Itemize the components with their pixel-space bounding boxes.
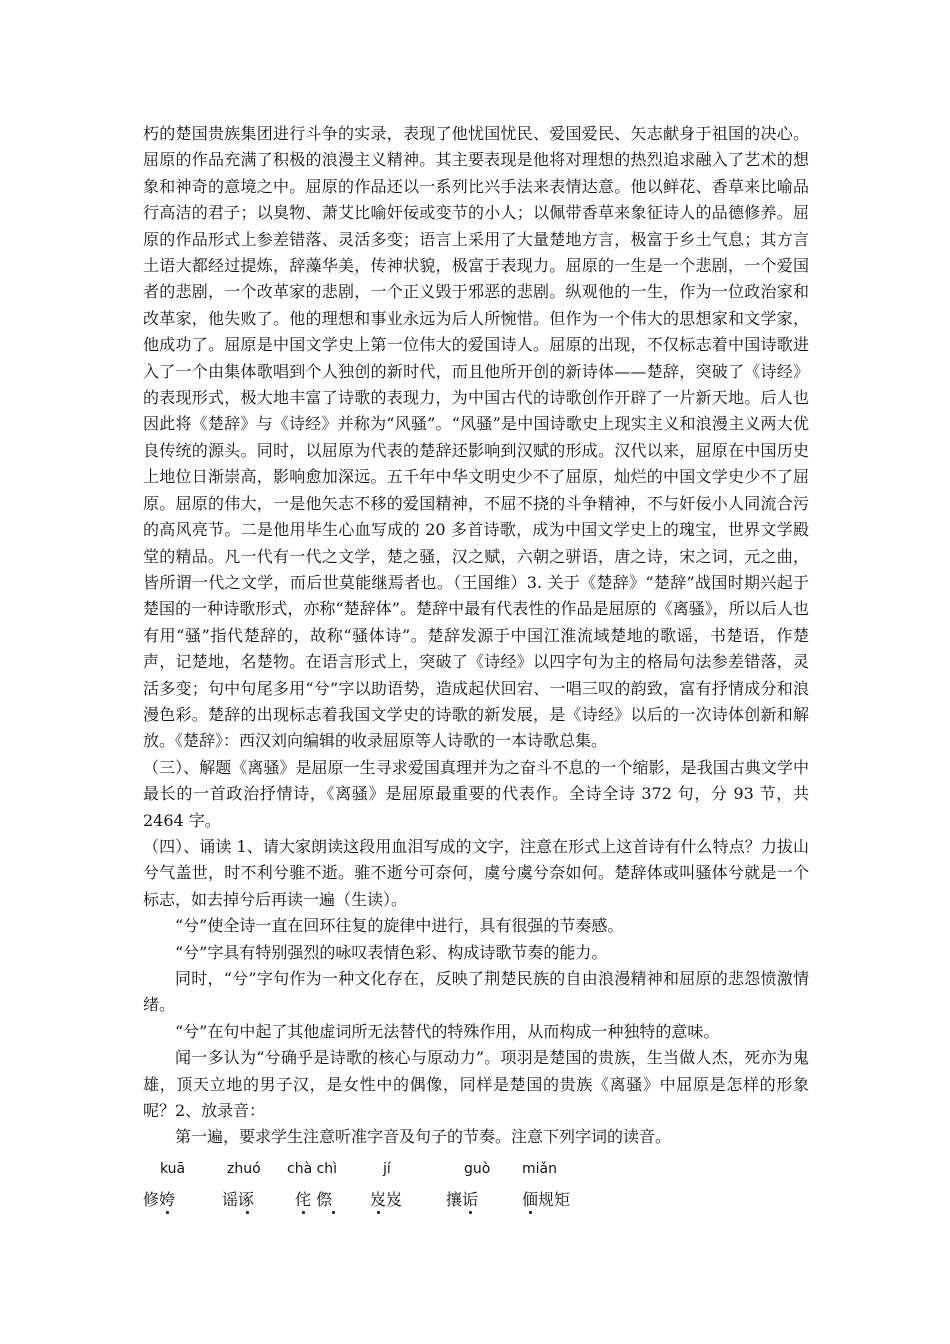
body-text — [143, 121, 809, 1151]
pinyin-1: kuā — [160, 1161, 186, 1177]
pinyin-row — [143, 1161, 809, 1183]
pinyin-6: miǎn — [522, 1161, 557, 1177]
paragraph-section-4-reading: （四）、诵读 1、请大家朗读这段用血泪写成的文字，注意在形式上这首诗有什么特点？力拔山兮气盖世，时不利兮骓不逝。骓不逝兮可奈何，虞兮虞兮奈如何。楚辞体或叫骚体兮就是一个标志，如去掉兮后再读一遍（生读）。 — [143, 836, 809, 909]
emphasis-dot — [166, 1211, 169, 1214]
word-3: 侘 傺 — [295, 1190, 333, 1209]
word-4: 岌岌 — [370, 1190, 403, 1209]
emphasis-dot — [332, 1211, 335, 1214]
word-row — [143, 1187, 809, 1215]
word-6: 偭规矩 — [522, 1190, 571, 1209]
word-2: 谣诼 — [222, 1190, 255, 1209]
emphasis-dot — [302, 1211, 305, 1214]
paragraph-qu-yuan-intro: 朽的楚国贵族集团进行斗争的实录，表现了他忧国忧民、爱国爱民、矢志献身于祖国的决心。屈原的作品充满了积极的浪漫主义精神。其主要表现是他将对理想的热烈追求融入了艺术的想象和神奇的意境之中。屈原的作品还以一系列比兴手法来表情达意。他以鲜花、香草来比喻品行高洁的君子；以臭物、萧艾比喻奸佞或变节的小人；以佩带香草来象征诗人的品德修养。屈原的作品形式上参差错落、灵活多变；语言上采用了大量楚地方言，极富于乡土气息；其方言土语大都经过提炼，辞藻华美，传神状貌，极富于表现力。屈原的一生是一个悲剧，一个爱国者的悲剧，一个改革家的悲剧，一个正义毁于邪恶的悲剧。纵观他的一生，作为一位政治家和改革家，他失败了。他的理想和事业永远为后人所惋惜。但作为一个伟大的思想家和文学家，他成功了。屈原是中国文学史上第一位伟大的爱国诗人。屈原的出现，不仅标志着中国诗歌进入了一个由集体歌唱到个人独创的新时代，而且他所开创的新诗体——楚辞，突破了《诗经》的表现形式，极大地丰富了诗歌的表现力，为中国古代的诗歌创作开辟了一片新天地。后人也因此将《楚辞》与《诗经》并称为“风骚”。“风骚”是中国诗歌史上现实主义和浪漫主义两大优良传统的源头。同时，以屈原为代表的楚辞还影响到汉赋的形成。汉代以来，屈原在中国历史上地位日渐崇高，影响愈加深远。五千年中华文明史少不了屈原，灿烂的中国文学史少不了屈原。屈原的伟大，一是他矢志不移的爱国精神，不屈不挠的斗争精神，不与奸佞小人同流合污的高风亮节。二是他用毕生心血写成的 20 多首诗歌，成为中国文学史上的瑰宝，世界文学殿堂的精品。凡一代有一代之文学，楚之骚，汉之赋，六朝之骈语，唐之诗，宋之词，元之曲，皆所谓一代之文学，而后世莫能继焉者也。（王国维）3. 关于《楚辞》“楚辞”战国时期兴起于楚国的一种诗歌形式，亦称“楚辞体”。楚辞中最有代表性的作品是屈原的《离骚》，所以后人也有用“骚”指代楚辞的，故称“骚体诗”。楚辞发源于中国江淮流域楚地的歌谣，书楚语，作楚声，记楚地，名楚物。在语言形式上，突破了《诗经》以四字句为主的格局句法参差错落，灵活多变；句中句尾多用“兮”字以助语势，造成起伏回宕、一唱三叹的韵致，富有抒情成分和浪漫色彩。楚辞的出现标志着我国文学史的诗歌的新发展，是《诗经》以后的一次诗体创新和解放。《楚辞》：西汉刘向编辑的收录屈原等人诗歌的一本诗歌总集。 — [143, 124, 809, 751]
paragraph-wen-yiduo: 闻一多认为“兮确乎是诗歌的核心与原动力”。项羽是楚国的贵族，生当做人杰，死亦为鬼雄，顶天立地的男子汉，是女性中的偶像，同样是楚国的贵族《离骚》中屈原是怎样的形象呢？2、放录音： — [143, 1048, 809, 1121]
paragraph-xi-culture: 同时，“兮”字句作为一种文化存在，反映了荆楚民族的自由浪漫精神和屈原的悲怨愤激情绪。 — [143, 969, 809, 1015]
paragraph-xi-function: “兮”在句中起了其他虚词所无法替代的特殊作用，从而构成一种独特的意味。 — [175, 1021, 720, 1041]
emphasis-dot — [469, 1211, 472, 1214]
word-1: 修姱 — [143, 1190, 176, 1209]
word-5: 攘诟 — [446, 1190, 479, 1209]
emphasis-dot — [377, 1211, 380, 1214]
paragraph-section-3-title-analysis: （三）、解题《离骚》是屈原一生寻求爱国真理并为之奋斗不息的一个缩影，是我国古典文学中最长的一首政治抒情诗，《离骚》是屈原最重要的代表作。全诗全诗 372 句，分 93 节，共 2464 字。 — [143, 757, 809, 830]
pinyin-4: jí — [383, 1161, 391, 1177]
pinyin-2: zhuó — [227, 1161, 261, 1177]
paragraph-xi-emotion: “兮”字具有特别强烈的咏叹表情色彩、构成诗歌节奏的能力。 — [175, 942, 608, 962]
pinyin-3: chà chì — [287, 1161, 338, 1177]
emphasis-dot — [529, 1211, 532, 1214]
pinyin-5: guò — [464, 1161, 491, 1177]
paragraph-first-listen: 第一遍，要求学生注意听准字音及句子的节奏。注意下列字词的读音。 — [175, 1127, 672, 1147]
emphasis-dot — [246, 1211, 249, 1214]
paragraph-xi-rhythm: “兮”使全诗一直在回环往复的旋律中进行，具有很强的节奏感。 — [175, 916, 624, 936]
